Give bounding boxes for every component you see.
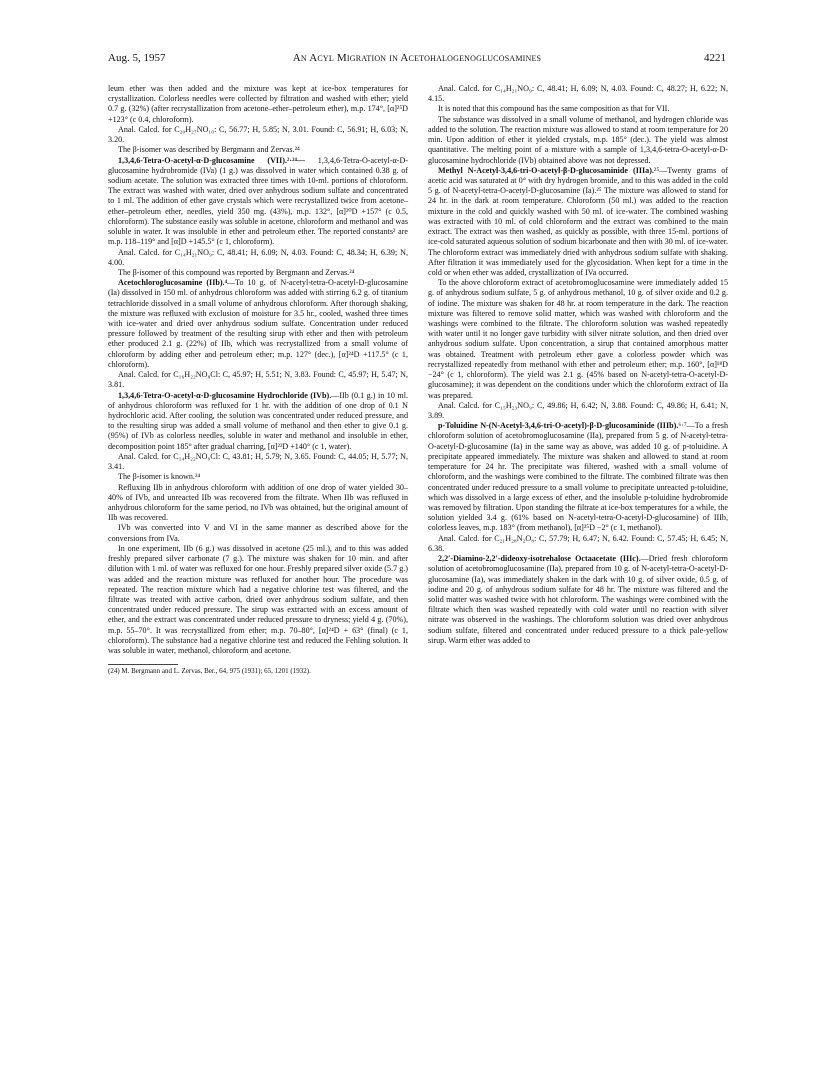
section-body: ²⁵—Twenty grams of acetic acid was saturated at 0° with dry hydrogen bromide, and to this was added in the cold 5 g. of N-acetyl-tetra-O-acetyl-D-glucosamine (Ia).²⁵ The mixture was allowed to stand for 24 hr. in the dark at room temperature. Chloroform (50 ml.) was added to the reaction mixture in the cold and quickly washed with 50 ml. of ice-water. The combined washing was extracted with 10 ml. of cold chloroform and the extract was combined to the main extract. The extract was then washed, as quickly as possible, with three 15-ml. portions of ice-cold saturated aqueous solution of sodium bicarbonate and then with 30 ml. of ice-water. The chloroform extract was immediately dried with anhydrous sodium sulfate with shaking. After filtration it was immediately used for the glycosidation. When kept for a time in the cold or when ether was added, crystallization of IVa occurred.	[428, 165, 728, 277]
analysis-paragraph: Anal. Calcd. for C₁₄H₂₁NO₉: C, 48.41; H, 6.09; N, 4.03. Found: C, 48.34; H, 6.39; N, 4.00.	[108, 247, 408, 267]
paragraph: In one experiment, IIb (6 g.) was dissolved in acetone (25 ml.), and to this was added freshly prepared silver carbonate (7 g.). The mixture was shaken for 10 min. and after dilution with 1 ml. of water was refluxed for one hour. Freshly prepared silver oxide (5.7 g.) was added and the reaction mixture was refluxed for another hour. The procedure was repeated. The reaction mixture which had a negative chlorine test was filtered, and the filtrate was treated with active carbon, dried over anhydrous sodium sulfate, and then concentrated under reduced pressure. The sirup was extracted with an excess amount of ether, and the extract was concentrated under reduced pressure to dryness; yield 4 g. (70%), m.p. 55–70°. It was recrystallized from ether; m.p. 70–80°, [α]²⁴D + 63° (final) (c 1, chloroform). The substance had a negative chlorine test and reduced the Fehling solution. It was soluble in water, methanol, chloroform and acetone.	[108, 543, 408, 656]
left-column	[108, 84, 408, 676]
right-column	[428, 84, 728, 646]
section-body: —To 10 g. of N-acetyl-tetra-O-acetyl-D-glucosamine (Ia) dissolved in 150 ml. of anhydrous chloroform was added with stirring 6.2 g. of titanium tetrachloride dissolved in a small volume of anhydrous chloroform. After thorough shaking, the mixture was refluxed with exclusion of moisture for 3.5 hr., cooled, washed three times with ice-water and dried over anhydrous sodium sulfate. Concentration under reduced pressure followed by treatment of the resulting sirup with ether and then with petroleum ether produced 2.1 g. (22%) of IIb, which was recrystallized from a small volume of chloroform by adding ether and petroleum ether; m.p. 127° (dec.), [α]²⁴D +117.5° (c 1, chloroform).	[108, 278, 408, 369]
paragraph: IVb was converted into V and VI in the same manner as described above for the conversions from IVa.	[108, 523, 408, 543]
paragraph: The β-isomer was described by Bergmann and Zervas.²⁴	[118, 145, 300, 155]
analysis-paragraph: Anal. Calcd. for C₁₄H₂₂NO₉Cl: C, 43.81; H, 5.79; N, 3.65. Found: C, 44.05; H, 5.77; N, 3.41.	[108, 451, 408, 472]
analysis-paragraph: Anal. Calcd. for C₂₀H₂₇NO₁₀: C, 56.77; H, 5.85; N, 3.01. Found: C, 56.91; H, 6.03; N, 3.20.	[108, 124, 408, 145]
section-heading: Methyl N-Acetyl-3,4,6-tri-O-acetyl-β-D-glucosaminide (IIIa).	[438, 165, 654, 175]
section-heading: 1,3,4,6-Tetra-O-acetyl-α-D-glucosamine (VII).²·²⁴—	[118, 155, 306, 165]
analysis-paragraph: Anal. Calcd. for C₂₁H₂₈N₂O₈: C, 57.79; H, 6.47; N, 6.42. Found: C, 57.45; H, 6.45; N, 6.38.	[428, 533, 728, 553]
section-heading: 1,3,4,6-Tetra-O-acetyl-α-D-glucosamine Hydrochloride (IVb).	[118, 390, 332, 400]
section-paragraph	[108, 278, 408, 370]
section-paragraph	[428, 166, 728, 278]
running-title: An Acyl Migration in Acetohalogenoglucosamines	[292, 52, 542, 64]
section-paragraph	[108, 156, 408, 248]
section-paragraph	[428, 554, 728, 646]
paragraph: Refluxing IIb in anhydrous chloroform with addition of one drop of water yielded 30–40% of IVb, and unreacted IIb was recovered from the filtrate. When IIb was refluxed in anhydrous chloroform for the same period, no IVb was obtained, but the original amount of IIb was recovered.	[108, 482, 408, 523]
section-body: —Dried fresh chloroform solution of acetobromoglucosamine (IIa), prepared from 10 g. of N-acetyl-tetra-O-acetyl-D-glucosamine (Ia), was immediately shaken in the dark with 10 g. of silver oxide, 0.5 g. of iodine and 20 g. of anhydrous sodium sulfate for 48 hr. The mixture was filtered and the solid matter was washed twice with hot chloroform. The washings were combined with the filtrate which then was washed repeatedly with cold water until no reaction with silver nitrate was observed in the washings. The chloroform solution was dried over anhydrous sodium sulfate, filtered and concentrated under reduced pressure to a thick pale-yellow sirup. Warm ether was added to	[428, 554, 728, 645]
paragraph: The β-isomer of this compound was reported by Bergmann and Zervas.²⁴	[118, 267, 355, 277]
section-heading: 2,2′-Diamino-2,2′-dideoxy-isotrehalose Octaacetate (IIIc).	[438, 554, 641, 564]
page-header	[108, 52, 726, 70]
section-heading: Acetochloroglucosamine (IIb).⁴	[118, 278, 227, 288]
page-number: 4221	[704, 52, 726, 64]
footnote-rule	[108, 664, 178, 665]
paragraph: leum ether was then added and the mixture was kept at ice-box temperatures for crystallization. Colorless needles were collected by filtration and washed with ether; yield 0.7 g. (32%) (after recrystallization from acetone–ether–petroleum ether), m.p. 174°, [α]²⁵D +123° (c 0.4, chloroform).	[108, 84, 408, 124]
section-body: —IIb (0.1 g.) in 10 ml. of anhydrous chloroform was refluxed for 1 hr. with the addition of one drop of 0.1 N hydrochloric acid. After cooling, the solution was concentrated under reduced pressure, and to the resulting sirup was added a small volume of methanol and then ether to give 0.1 g. (95%) of IVb as colorless needles, soluble in water and methanol and insoluble in ether, decomposition point 185° after gradual charring, [α]²²D +140° (c 1, water).	[108, 390, 408, 451]
paragraph: The β-isomer is known.²⁴	[118, 472, 201, 482]
section-paragraph	[428, 421, 728, 533]
footnote: (24) M. Bergmann and L. Zervas, Ber., 64, 975 (1931); 65, 1201 (1932).	[108, 667, 311, 676]
header-date: Aug. 5, 1957	[108, 52, 166, 64]
section-paragraph	[108, 391, 408, 452]
section-heading: p-Toluidine N-(N-Acetyl-3,4,6-tri-O-acetyl)-β-D-glucosaminide (IIIb).	[438, 421, 679, 431]
paragraph: The substance was dissolved in a small volume of methanol, and hydrogen chloride was added to the solution. The reaction mixture was allowed to stand at room temperature for 20 min. Upon addition of ether it yielded crystals, m.p. 185° (dec.). The yield was almost quantitative. The melting point of a mixture with a sample of 1,3,4,6-tetra-O-acetyl-α-D-glucosamine hydrochloride (IVb) obtained above was not depressed.	[428, 114, 728, 165]
analysis-paragraph: Anal. Calcd. for C₁₆H₂₂NO₈Cl: C, 45.97; H, 5.51; N, 3.83. Found: C, 45.97; H, 5.47; N, 3.81.	[108, 370, 408, 390]
paragraph: It is noted that this compound has the same composition as that for VII.	[438, 104, 670, 114]
paragraph: To the above chloroform extract of acetobromoglucosamine were immediately added 15 g. of anhydrous sodium sulfate, 5 g. of anhydrous methanol, 10 g. of silver oxide and 0.2 g. of iodine. The mixture was shaken for 48 hr. at room temperature in the dark. The reaction mixture was filtered to remove solid matter, which was washed with chloroform and the washings were combined to the filtrate. The chloroform solution was washed repeatedly with water until it no longer gave turbidity with silver nitrate solution, and then dried over anhydrous sodium sulfate. Upon concentration, a sirup that contained amorphous matter was obtained. Treatment with petroleum ether gave a colorless powder which was recrystallized repeatedly from methanol with ether and petroleum ether; m.p. 160°, [α]¹⁸D −24° (c 1, chloroform). The yield was 2.1 g. (45% based on N-acetyl-tetra-O-acetyl-D-glucosamine); it was dependent on the conditions under which the chloroform extract of IIa was prepared.	[428, 278, 728, 400]
section-body: ⁶·⁷—To a fresh chloroform solution of acetobromoglucosamine (IIa), prepared from 5 g. of N-acetyl-tetra-O-acetyl-D-glucosamine (Ia) in the same way as above, was added 10 g. of p-toluidine. A precipitate appeared immediately. The mixture was shaken and allowed to stand at room temperature for 24 hr. The precipitate was filtered, washed with a small volume of chloroform, and the washings were combined to the filtrate. The combined filtrate was then concentrated under reduced pressure to a small volume to precipitate unreacted p-toluidine, which was dissolved in a large excess of ether, and the insoluble p-toluidine hydrobromide was removed by filtration. Upon standing the filtrate at ice-box temperatures for a while, the solution yielded 3.4 g. (61% based on N-acetyl-tetra-O-acetyl-D-glucosamine) of IIIb, colorless leaves, m.p. 183° (from methanol), [α]²⁵D −2° (c 1, methanol).	[428, 421, 728, 533]
analysis-paragraph: Anal. Calcd. for C₁₅H₂₃NO₉: C, 49.86; H, 6.42; N, 3.88. Found: C, 49.86; H, 6.41; N, 3.89.	[428, 400, 728, 420]
section-body: 1,3,4,6-Tetra-O-acetyl-α-D-glucosamine hydrobromide (IVa) (1 g.) was dissolved in water which contained 0.38 g. of sodium acetate. The solution was extracted three times with 10-ml. portions of chloroform. The extract was washed with water, dried over anhydrous sodium sulfate and concentrated to 1 ml. The addition of ether gave crystals which were recrystallized twice from acetone–ether–petroleum ether, needles, yield 350 mg. (43%), m.p. 132°, [α]²⁰D +157° (c 0.5, chloroform). The substance easily was soluble in acetone, chloroform and methanol and was soluble in water. It was insoluble in ether and petroleum ether. The reported constants² are m.p. 118–119° and [α]D +145.5° (c 1, chloroform).	[108, 155, 408, 247]
analysis-paragraph: Anal. Calcd. for C₁₄H₂₁NO₉: C, 48.41; H, 6.09; N, 4.03. Found: C, 48.27; H, 6.22; N, 4.15.	[428, 84, 728, 104]
